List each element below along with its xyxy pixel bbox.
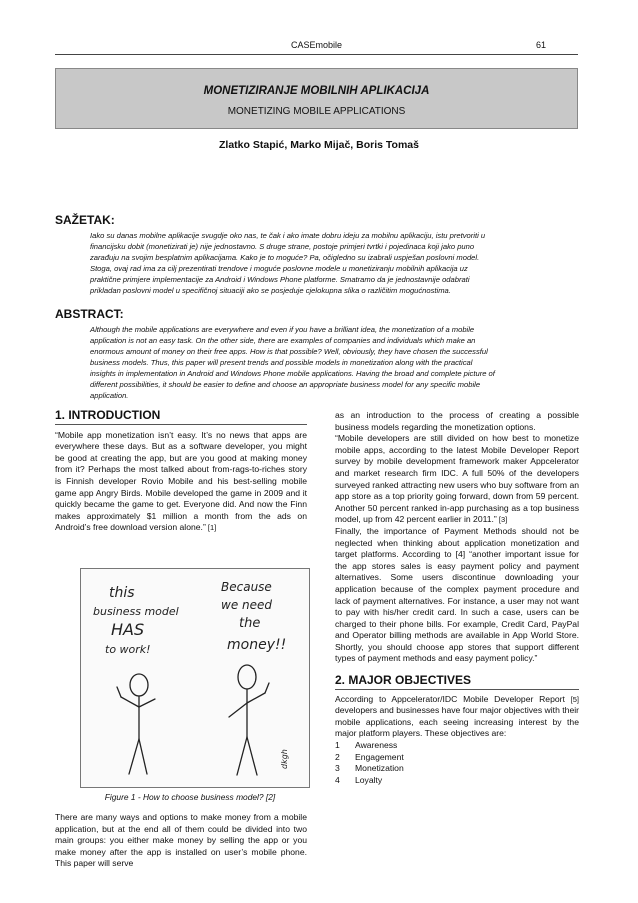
title-english: MONETIZING MOBILE APPLICATIONS <box>227 106 406 117</box>
sazetak-line: financijsku dobit (monetizirati je) nije jednostavno. S druge strane, postoje primjeri tvrtki i pojedinaca koji jako puno <box>90 242 475 251</box>
title-serbian: MONETIZIRANJE MOBILNIH APLIKACIJA <box>203 85 430 97</box>
citation-3: [3] <box>496 515 508 525</box>
objectives-heading: 2. MAJOR OBJECTIVES <box>335 675 579 690</box>
speech-left-3: HAS <box>111 620 145 639</box>
objectives-intro-a: According to Appcelerator/IDC Mobile Developer Report <box>335 693 565 704</box>
citation-1: [1] <box>205 523 217 533</box>
abstract-line: enormous amount of money on their free apps. How is that possible? Well, obviously, they have chosen the successful <box>90 347 488 356</box>
sazetak-line: Stoga, ovaj rad ima za cilj prezentirati trendove i moguće poslovne modele u monetiziranju mobilnih aplikacija uz <box>90 264 468 273</box>
left-column <box>55 410 307 534</box>
intro-heading: 1. INTRODUCTION <box>55 410 307 425</box>
item-label: Monetization <box>355 763 404 774</box>
right-paragraph-1: as an introduction to the process of creating a possible business models regarding the monetization options. <box>335 410 579 432</box>
sazetak-text <box>90 230 548 296</box>
item-number: 3 <box>335 763 340 774</box>
sazetak-heading: SAŽETAK: <box>55 213 115 227</box>
figure-caption: Figure 1 - How to choose business model? [2] <box>104 792 276 802</box>
developer-quote: “Mobile developers are still divided on how best to monetize mobile apps, according to the latest Mobile Developer Report survey by mobile development framework maker Appcelerator and market research firm IDC. A full 50% of the developers surveyed ranked attracting new users who buy software from an app store as a top priority going forward, down from 59 percent. Another 50 percent ranked in-app purchasing as a top business model, up from 42 percent earlier in 2011.” <box>335 433 579 525</box>
list-item <box>335 763 579 775</box>
item-number: 1 <box>335 740 340 751</box>
speech-right-1: Because <box>221 580 272 594</box>
title-box <box>55 68 578 129</box>
speech-right-2: we need <box>221 598 272 612</box>
running-header <box>55 40 578 55</box>
cartoon-illustration <box>81 569 309 787</box>
list-item <box>335 740 579 752</box>
abstract-line: application is not an easy task. On the other side, there are examples of companies and individuals which make an <box>90 336 476 345</box>
right-paragraph-3: Finally, the importance of Payment Methods should not be neglected when thinking about application monetization and target platforms. According to [4] “another important issue for the app stores sales is easy payment policy and payment alternatives. Some users discontinue downloading your application because of the complex payment procedure and lack of payment alternatives. For instance, a user may not want to pay with his/her credit card. In such a case, users can be charged to their phone bills. For example, Credit Card, PayPal and Operator billing methods are available in App World Store. Shortly, you should choose app stores that support different types of payment methods and easy payment policy.” <box>335 525 579 664</box>
abstract-line: Although the mobile applications are everywhere and even if you have a brilliant idea, the monetization of a mobile <box>90 325 475 334</box>
speech-left-2: business model <box>93 605 179 618</box>
left-column-continued <box>55 812 307 870</box>
intro-quote: “Mobile app monetization isn’t easy. It’s no news that apps are everywhere these days. But as a software developer, you might be good at creating the app, but are you good at making money from it? Perhaps the most talked about from-rags-to-riches story is Finnish developer Rovio Mobile and his best-selling mobile game app Angry Birds. Mobile developed the game in 2009 and it quickly became the game to get. Everyone did. And now the Finn makes approximately $1 million a month from the ads on Android’s free download version alone.” <box>55 429 307 533</box>
speech-right-4: money!! <box>227 637 287 653</box>
speech-left-4: to work! <box>105 643 151 656</box>
abstract-heading: ABSTRACT: <box>55 307 124 321</box>
artist-signature: dkgh <box>280 749 289 769</box>
item-number: 2 <box>335 751 340 762</box>
journal-name: CASEmobile <box>290 40 343 50</box>
list-item <box>335 775 579 787</box>
item-label: Loyalty <box>355 774 383 785</box>
sazetak-line: praktične primjere implementacije za Android i Windows Phone platforme. Smatramo da je jednostavnije odabrati <box>90 275 470 284</box>
abstract-text <box>90 324 548 401</box>
right-column <box>335 410 579 786</box>
objectives-intro <box>335 694 579 740</box>
item-label: Awareness <box>355 740 398 751</box>
objectives-list <box>335 740 579 786</box>
item-number: 4 <box>335 774 340 785</box>
right-paragraph-2 <box>335 433 579 526</box>
list-item <box>335 752 579 764</box>
objectives-intro-b: developers and businesses have four major objectives with their mobile applications, each seeing increasing interest by the major platform players. These objectives are: <box>335 705 579 739</box>
citation-5: [5] <box>570 694 579 704</box>
item-label: Engagement <box>355 751 404 762</box>
abstract-line: business models. Thus, this paper will present trends and possible models in monetization along with the practical <box>90 358 473 367</box>
abstract-line: application. <box>90 391 129 400</box>
sazetak-line: prikladan poslovni model u specifičnoj situaciji ako se posjeduje cjelokupna slika o različitim mogućnostima. <box>90 286 451 295</box>
sazetak-line: Iako su danas mobilne aplikacije svugdje oko nas, te čak i ako imate dobru ideju za mobilnu aplikaciju, istu pretvoriti u <box>90 231 486 240</box>
abstract-line: insights in implementation in Android and Windows Phone mobile applications. Having the broad and complete picture of <box>90 369 495 378</box>
speech-left-1: this <box>109 585 135 601</box>
page-number: 61 <box>535 40 546 50</box>
figure-cartoon <box>80 568 310 788</box>
intro-paragraph <box>55 430 307 534</box>
abstract-line: different possibilities, it should be easier to define and choose an appropriate business model for any specific mobile <box>90 380 481 389</box>
authors: Zlatko Stapić, Marko Mijač, Boris Tomaš <box>219 139 419 151</box>
speech-right-3: the <box>239 616 261 631</box>
sazetak-line: zarađuju na svojim besplatnim aplikacijama. Kako je to moguće? Pa, očigledno su izabrali uspješan poslovni model. <box>90 253 480 262</box>
intro-paragraph-2: There are many ways and options to make money from a mobile application, but at the end all of them could be divided into two main groups: you either make money by selling the app or you make money after the app is installed on user’s mobile phone. This paper will serve <box>55 812 307 869</box>
